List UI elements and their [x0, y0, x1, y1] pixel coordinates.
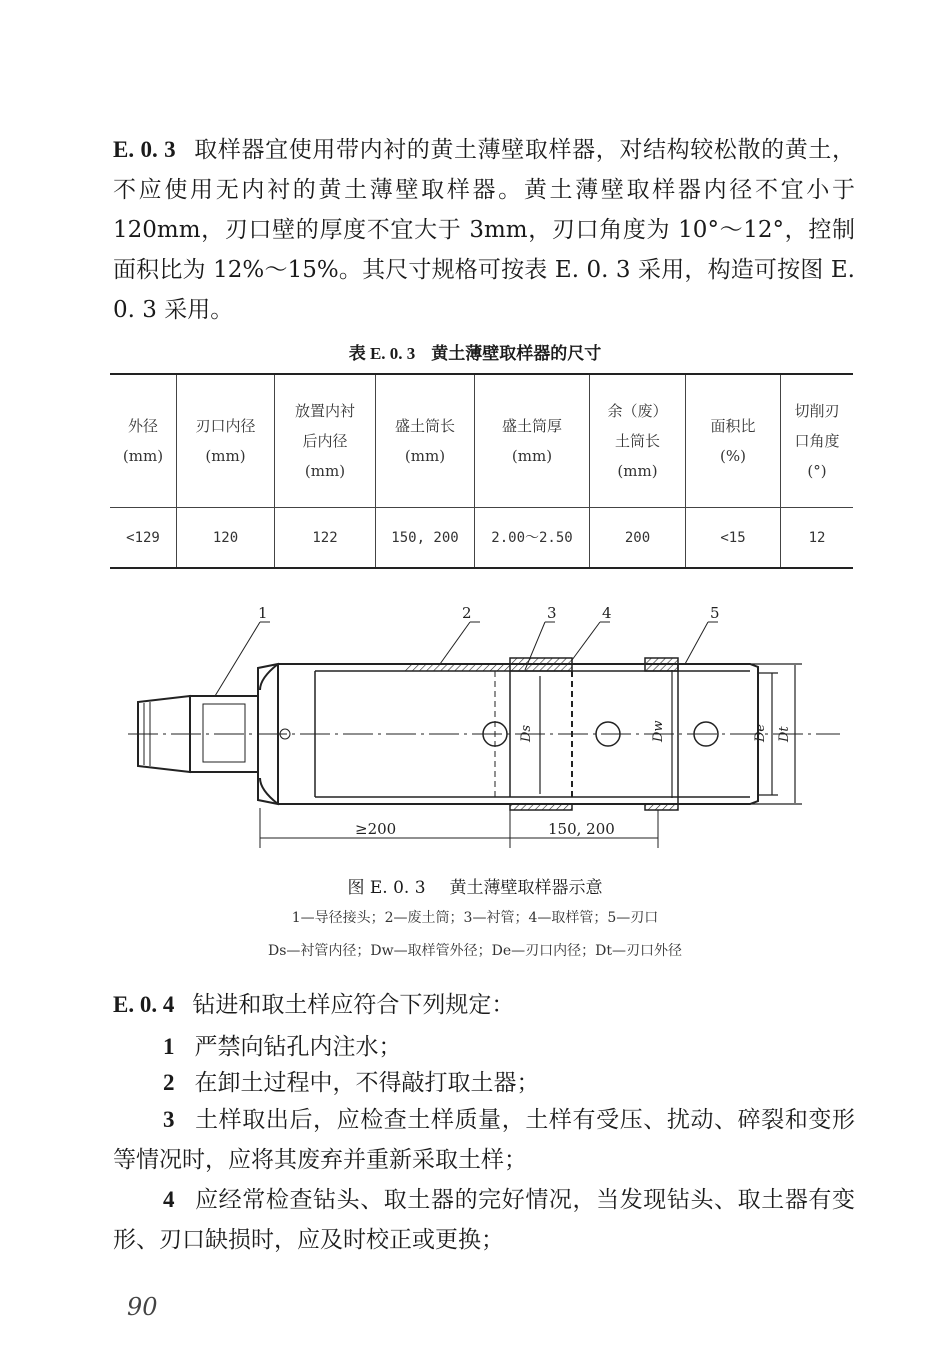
- table-caption: [0, 339, 950, 364]
- list-item: 3 土样取出后，应检查土样质量，土样有受压、扰动、碎裂和变形等情况时，应将其废弃并重新采取土样；: [113, 1107, 855, 1173]
- table-cell: <15: [686, 508, 781, 568]
- label-leaders: [215, 622, 718, 696]
- label-4: 4: [602, 604, 612, 622]
- section-number: E. 0. 4: [113, 992, 175, 1017]
- label-2: 2: [462, 604, 472, 622]
- header-cell: 余（废） 土筒长 (mm): [590, 374, 686, 508]
- table-caption-number: 表 E. 0. 3: [348, 344, 416, 363]
- header-cell: 盛土筒厚 (mm): [475, 374, 590, 508]
- table-cell: 120: [177, 508, 275, 568]
- label-3: 3: [547, 604, 557, 622]
- figure-legend-parts: 1—导径接头；2—废土筒；3—衬管；4—取样管；5—刃口: [291, 910, 659, 926]
- header-cell: 刃口内径 (mm): [177, 374, 275, 508]
- section-text: 钻进和取土样应符合下列规定：: [192, 992, 515, 1018]
- table-cell: 150, 200: [376, 508, 475, 568]
- table-cell: <129: [110, 508, 177, 568]
- figure-caption-text: 黄土薄壁取样器示意: [449, 878, 603, 898]
- table-header-row: [110, 374, 853, 508]
- page-number: 90: [127, 1293, 158, 1321]
- table-caption-text: 黄土薄壁取样器的尺寸: [431, 344, 602, 364]
- header-cell: 盛土筒长 (mm): [376, 374, 475, 508]
- table-cell: 2.00～2.50: [475, 508, 590, 568]
- label-5: 5: [710, 604, 720, 622]
- label-dt: Dt: [777, 726, 792, 742]
- section-e04: [113, 985, 855, 1025]
- label-dw: Dw: [651, 720, 666, 742]
- table-cell: 200: [590, 508, 686, 568]
- figure-caption-number: 图 E. 0. 3: [347, 878, 426, 898]
- sampler-diagram: [110, 598, 850, 858]
- header-cell: 外径 (mm): [110, 374, 177, 508]
- list-item: 4 应经常检查钻头、取土器的完好情况，当发现钻头、取土器有变形、刃口缺损时，应及时校正或更换；: [113, 1187, 855, 1253]
- table-cell: 12: [781, 508, 854, 568]
- list-item: 1 严禁向钻孔内注水；: [163, 1034, 402, 1060]
- label-1: 1: [258, 604, 268, 622]
- figure-caption: [0, 873, 950, 898]
- table-row: [110, 508, 853, 568]
- header-cell: 切削刃 口角度 (°): [781, 374, 854, 508]
- header-cell: 面积比 (%): [686, 374, 781, 508]
- dim-right: 150, 200: [548, 820, 615, 838]
- section-e03: [113, 130, 855, 330]
- list-item: 2 在卸土过程中，不得敲打取土器；: [163, 1070, 540, 1096]
- spec-table: [110, 373, 853, 569]
- header-cell: 放置内衬 后内径 (mm): [275, 374, 376, 508]
- section-text: 取样器宜使用带内衬的黄土薄壁取样器，对结构较松散的黄土，不应使用无内衬的黄土薄壁取样器。黄土薄壁取样器内径不宜小于 120mm，刃口壁的厚度不宜大于 3mm，刃口角度为 10°～12°，控制面积比为 12%～15%。其尺寸规格可按表 E. 0. 3 采用，构造可按图 E. 0. 3 采用。: [113, 137, 856, 323]
- label-ds: Ds: [519, 724, 534, 742]
- label-de: De: [753, 723, 768, 742]
- dim-left: ≥200: [355, 820, 397, 838]
- figure-legend-diameters: Ds—衬管内径；Dw—取样管外径；De—刃口内径；Dt—刃口外径: [268, 943, 682, 959]
- section-number: E. 0. 3: [113, 137, 176, 162]
- table-cell: 122: [275, 508, 376, 568]
